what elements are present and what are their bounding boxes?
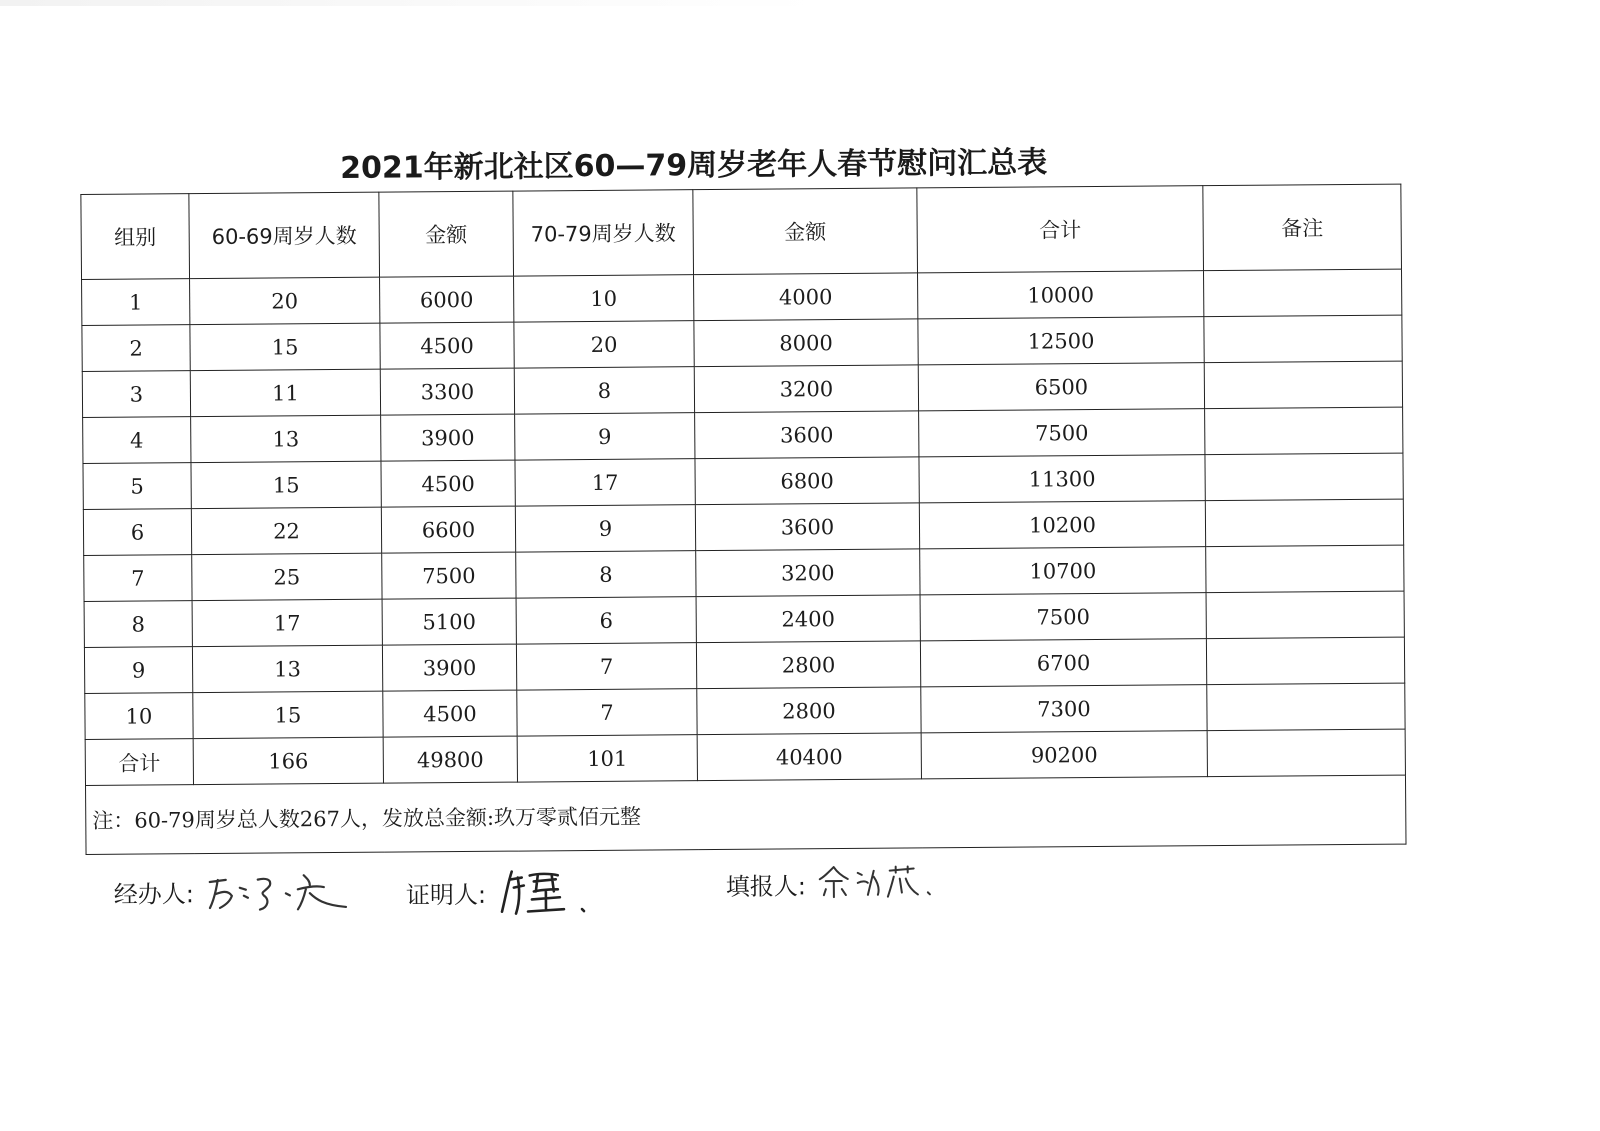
cell-amount-70-79: 3600 bbox=[695, 503, 919, 551]
cell-remarks bbox=[1206, 545, 1404, 593]
cell-count-70-79: 20 bbox=[514, 321, 694, 368]
cell-group: 6 bbox=[83, 509, 191, 556]
cell-count-70-79: 7 bbox=[516, 643, 696, 690]
cell-group: 9 bbox=[84, 647, 192, 694]
cell-amount-60-69: 3900 bbox=[381, 414, 515, 461]
cell-amount-60-69: 6600 bbox=[381, 506, 515, 553]
table-body bbox=[82, 269, 1406, 739]
cell-count-70-79: 10 bbox=[514, 275, 694, 322]
cell-count-70-79: 6 bbox=[516, 597, 696, 644]
header-count-60-69: 60-69周岁人数 bbox=[189, 192, 380, 278]
cell-amount-60-69: 4500 bbox=[380, 322, 514, 369]
summary-table bbox=[80, 184, 1406, 855]
cell-amount-60-69: 7500 bbox=[382, 552, 516, 599]
cell-amount-70-79: 2800 bbox=[696, 641, 920, 689]
cell-group: 5 bbox=[83, 463, 191, 510]
cell-amount-60-69: 4500 bbox=[381, 460, 515, 507]
cell-amount-60-69: 6000 bbox=[380, 276, 514, 323]
cell-count-70-79: 8 bbox=[514, 367, 694, 414]
signature-row bbox=[86, 859, 1406, 929]
cell-row-total: 7300 bbox=[921, 685, 1207, 733]
note-row bbox=[86, 775, 1407, 854]
cell-row-total: 7500 bbox=[920, 593, 1206, 641]
total-sum: 90200 bbox=[921, 731, 1207, 779]
header-group: 组别 bbox=[81, 194, 190, 280]
handler-block bbox=[114, 867, 356, 915]
cell-amount-70-79: 2800 bbox=[697, 687, 921, 735]
reporter-signature bbox=[817, 862, 937, 903]
cell-group: 2 bbox=[82, 325, 190, 372]
cell-amount-70-79: 3600 bbox=[695, 411, 919, 459]
cell-amount-60-69: 3300 bbox=[380, 368, 514, 415]
header-amount-60-69: 金额 bbox=[379, 191, 514, 277]
cell-group: 8 bbox=[84, 601, 192, 648]
cell-group: 7 bbox=[84, 555, 192, 602]
header-remarks: 备注 bbox=[1203, 184, 1402, 271]
cell-amount-70-79: 2400 bbox=[696, 595, 920, 643]
cell-amount-70-79: 3200 bbox=[694, 365, 918, 413]
cell-amount-60-69: 3900 bbox=[382, 644, 516, 691]
total-count-60-69: 166 bbox=[193, 737, 383, 784]
certifier-signature bbox=[497, 865, 597, 918]
cell-count-70-79: 17 bbox=[515, 459, 695, 506]
cell-amount-70-79: 4000 bbox=[694, 273, 918, 321]
total-amount-70-79: 40400 bbox=[697, 733, 921, 781]
cell-group: 10 bbox=[85, 693, 193, 740]
cell-row-total: 10700 bbox=[920, 547, 1206, 595]
cell-count-60-69: 22 bbox=[191, 507, 381, 554]
cell-count-70-79: 7 bbox=[517, 689, 697, 736]
certifier-block bbox=[406, 865, 598, 919]
cell-row-total: 10000 bbox=[918, 271, 1204, 319]
header-amount-70-79: 金额 bbox=[693, 188, 918, 275]
cell-group: 3 bbox=[82, 371, 190, 418]
cell-row-total: 6500 bbox=[918, 363, 1204, 411]
document-title: 2021年新北社区60—79周岁老年人春节慰问汇总表 bbox=[340, 145, 1048, 186]
cell-amount-70-79: 8000 bbox=[694, 319, 918, 367]
cell-remarks bbox=[1205, 499, 1403, 547]
header-total: 合计 bbox=[917, 186, 1204, 273]
cell-count-60-69: 13 bbox=[191, 415, 381, 462]
cell-remarks bbox=[1204, 315, 1402, 363]
cell-count-60-69: 15 bbox=[190, 323, 380, 370]
cell-group: 1 bbox=[82, 279, 190, 326]
cell-count-60-69: 25 bbox=[192, 553, 382, 600]
cell-count-60-69: 20 bbox=[190, 277, 380, 324]
total-remarks bbox=[1207, 729, 1405, 777]
cell-row-total: 10200 bbox=[919, 501, 1205, 549]
total-count-70-79: 101 bbox=[517, 735, 697, 782]
reporter-block bbox=[726, 862, 938, 904]
cell-remarks bbox=[1204, 361, 1402, 409]
cell-amount-60-69: 4500 bbox=[383, 690, 517, 737]
cell-row-total: 6700 bbox=[920, 639, 1206, 687]
handler-label: 经办人: bbox=[113, 879, 195, 909]
cell-count-60-69: 15 bbox=[193, 691, 383, 738]
cell-remarks bbox=[1205, 407, 1403, 455]
cell-count-70-79: 9 bbox=[515, 505, 695, 552]
cell-amount-70-79: 3200 bbox=[696, 549, 920, 597]
cell-group: 4 bbox=[83, 417, 191, 464]
total-amount-60-69: 49800 bbox=[383, 736, 517, 783]
cell-count-60-69: 11 bbox=[190, 369, 380, 416]
cell-remarks bbox=[1206, 637, 1404, 685]
cell-count-60-69: 13 bbox=[192, 645, 382, 692]
scan-edge-shadow bbox=[0, 0, 820, 6]
cell-count-60-69: 17 bbox=[192, 599, 382, 646]
cell-row-total: 11300 bbox=[919, 455, 1205, 503]
certifier-label: 证明人: bbox=[405, 880, 487, 909]
total-label: 合计 bbox=[85, 739, 193, 786]
note-text: 注：60-79周岁总人数267人，发放总金额:玖万零贰佰元整 bbox=[86, 775, 1407, 854]
cell-count-70-79: 8 bbox=[516, 551, 696, 598]
cell-amount-60-69: 5100 bbox=[382, 598, 516, 645]
header-row bbox=[81, 184, 1402, 279]
reporter-label: 填报人: bbox=[725, 871, 807, 901]
header-count-70-79: 70-79周岁人数 bbox=[513, 190, 694, 276]
cell-remarks bbox=[1206, 591, 1404, 639]
cell-remarks bbox=[1203, 269, 1401, 317]
cell-count-70-79: 9 bbox=[515, 413, 695, 460]
cell-row-total: 12500 bbox=[918, 317, 1204, 365]
cell-amount-70-79: 6800 bbox=[695, 457, 919, 505]
handler-signature bbox=[205, 867, 355, 914]
cell-row-total: 7500 bbox=[919, 409, 1205, 457]
cell-remarks bbox=[1205, 453, 1403, 501]
cell-count-60-69: 15 bbox=[191, 461, 381, 508]
cell-remarks bbox=[1207, 683, 1405, 731]
document-sheet bbox=[80, 138, 1406, 929]
